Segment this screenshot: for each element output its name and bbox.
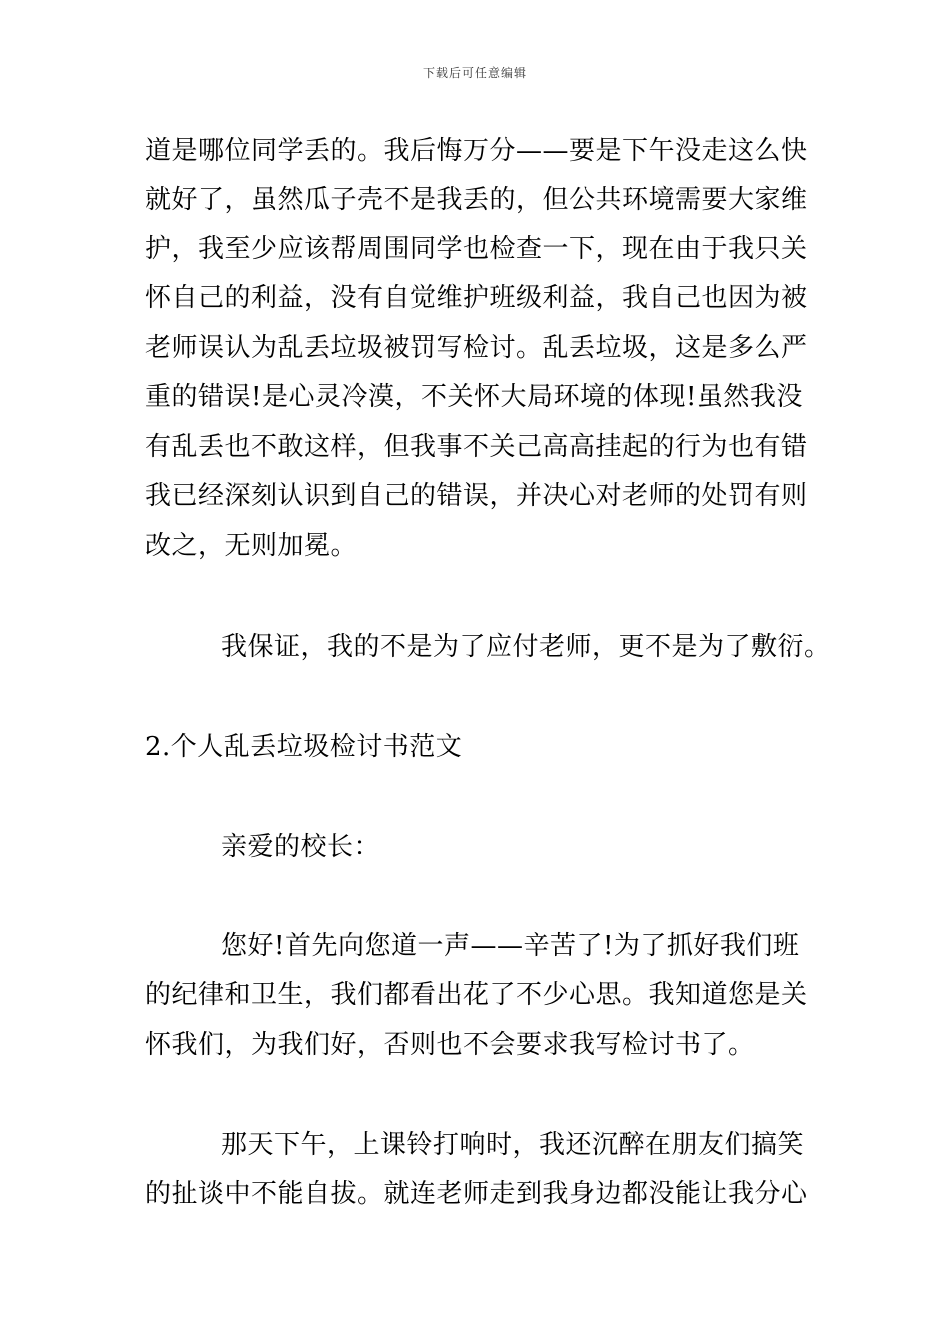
text-line: 怀自己的利益，没有自觉维护班级利益，我自己也因为被 (145, 283, 808, 313)
section-title: 2.个人乱丢垃圾检讨书范文 (145, 732, 463, 762)
text-line: 重的错误!是心灵冷漠，不关怀大局环境的体现!虽然我没 (145, 382, 803, 412)
salutation: 亲爱的校长： (221, 832, 381, 862)
text-line: 您好!首先向您道一声——辛苦了!为了抓好我们班 (221, 931, 800, 961)
text-line: 老师误认为乱丢垃圾被罚写检讨。乱丢垃圾，这是多么严 (145, 333, 808, 363)
text-line: 护，我至少应该帮周围同学也检查一下，现在由于我只关 (145, 234, 808, 264)
text-line: 的扯谈中不能自拔。就连老师走到我身边都没能让我分心 (145, 1179, 808, 1209)
text-line: 怀我们，为我们好，否则也不会要求我写检讨书了。 (145, 1030, 755, 1060)
text-line: 有乱丢也不敢这样，但我事不关己高高挂起的行为也有错 (145, 432, 808, 462)
text-line: 道是哪位同学丢的。我后悔万分——要是下午没走这么快 (145, 136, 808, 166)
text-line: 的纪律和卫生，我们都看出花了不少心思。我知道您是关 (145, 980, 808, 1010)
text-line: 那天下午，上课铃打响时，我还沉醉在朋友们搞笑 (221, 1130, 805, 1160)
text-line: 改之，无则加冕。 (145, 531, 358, 561)
text-line: 我保证，我的不是为了应付老师，更不是为了敷衍。 (221, 632, 831, 662)
page-header: 下载后可任意编辑 (422, 66, 527, 80)
text-line: 就好了，虽然瓜子壳不是我丢的，但公共环境需要大家维 (145, 185, 808, 215)
text-line: 我已经深刻认识到自己的错误，并决心对老师的处罚有则 (145, 481, 808, 511)
